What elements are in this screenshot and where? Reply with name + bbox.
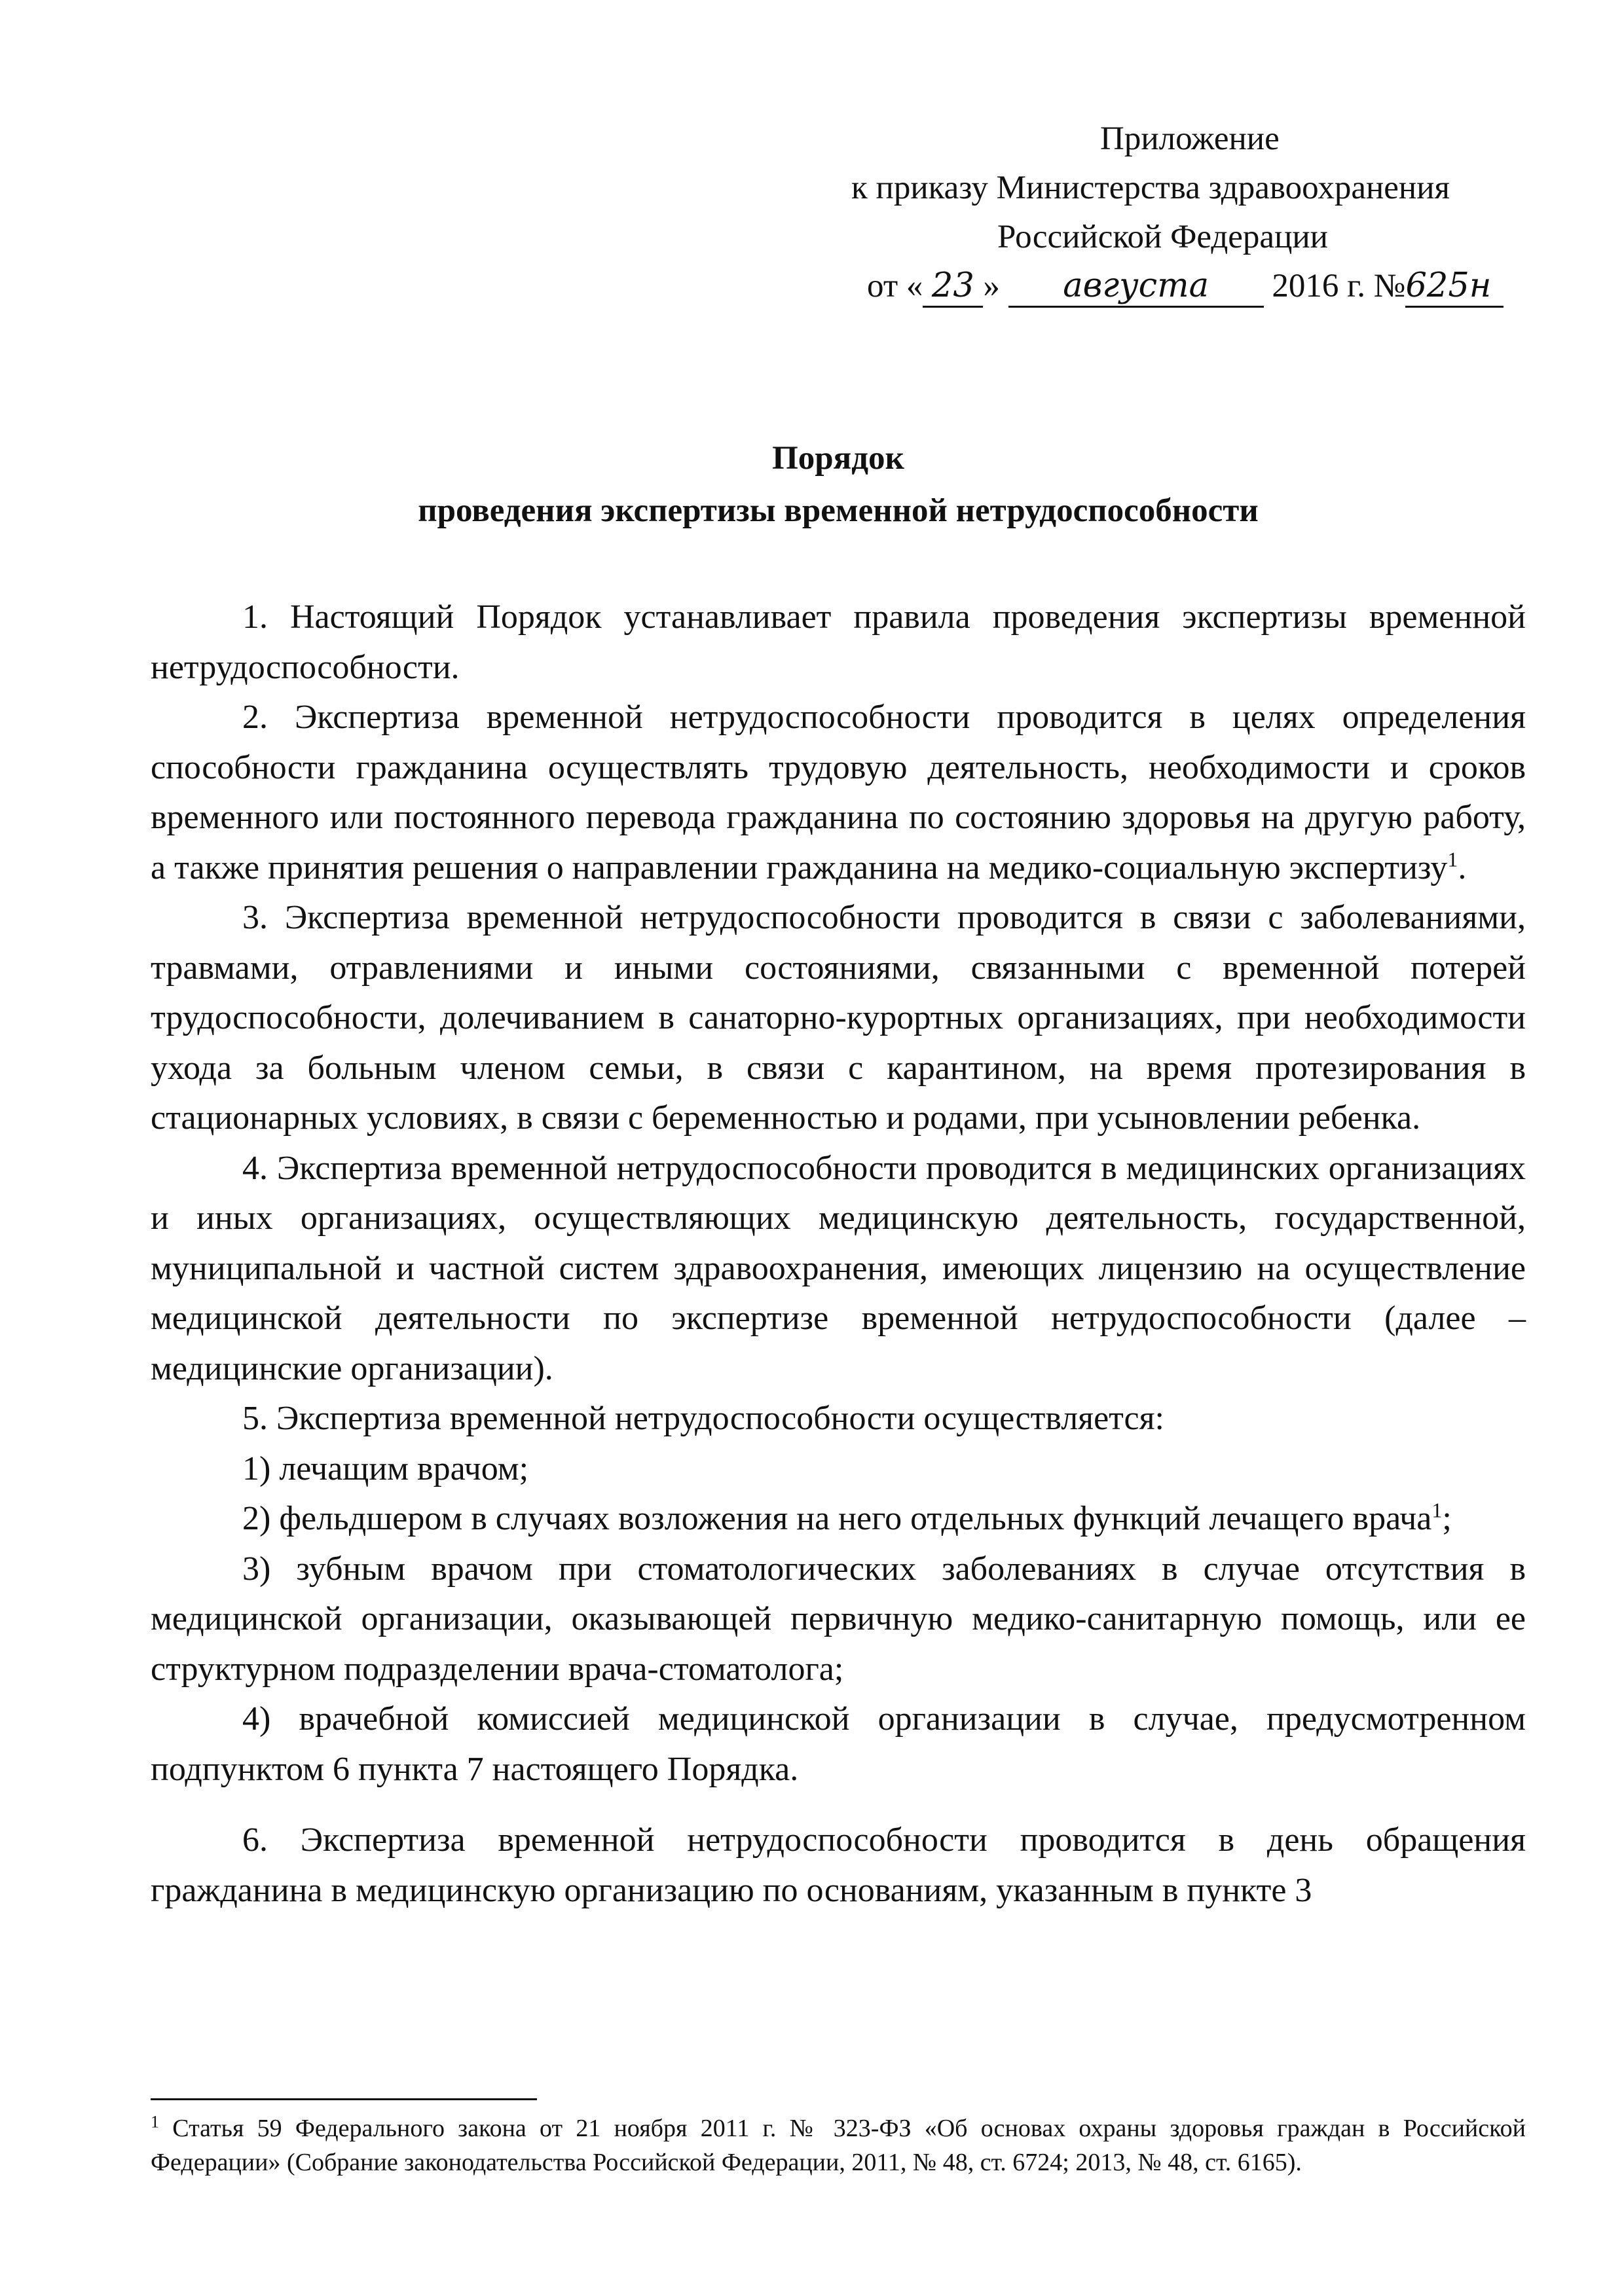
handwritten-month: августа [1008, 266, 1264, 308]
paragraph-6: 6. Экспертиза временной нетрудоспособности проводится в день обращения гражданина в медицинскую организацию по основаниям, указанным в пункте 3 [151, 1821, 1526, 1909]
paragraph-4: 4. Экспертиза временной нетрудоспособности проводится в медицинских организациях и иных организациях, осуществляющих медицинскую деятельность, государственной, муниципальной и частной систем здравоохранения, имеющих лицензию на осуществление медицинской деятельности по экспертизе временной нетрудоспособности (далее – медицинские организации). [151, 1149, 1526, 1387]
handwritten-order-number: 625н [1405, 266, 1504, 308]
paragraph-3: 3. Экспертиза временной нетрудоспособности проводится в связи с заболеваниями, травмами, отравлениями и иными состояниями, связанными с временной потерей трудоспособности, долечиванием в санаторно-курортных организациях, при необходимости ухода за больным членом семьи, в связи с карантином, на время протезирования в стационарных условиях, в связи с беременностью и родами, при усыновлении ребенка. [151, 899, 1526, 1137]
date-year: 2016 г. № [1272, 268, 1406, 304]
date-prefix: от « [867, 268, 923, 304]
date-mid: » [983, 268, 1000, 304]
footnote-marker: 1 [151, 2112, 159, 2132]
paragraph-2: 2. Экспертиза временной нетрудоспособности проводится в целях определения способности гражданина осуществлять трудовую деятельность, необходимости и сроков временного или постоянного перевода гражданина по состоянию здоровья на другую работу, а также принятия решения о направлении гражданина на медико-социальную экспертизу$^1$. [151, 699, 1526, 886]
document-title [151, 432, 1526, 537]
annex-header [851, 115, 1572, 311]
annex-date-line [851, 262, 1572, 311]
paragraph-1: 1. Настоящий Порядок устанавливает правила проведения экспертизы временной нетрудоспособности. [151, 598, 1526, 686]
list-item-4: 4) врачебной комиссией медицинской организации в случае, предусмотренном подпунктом 6 пункта 7 настоящего Порядка. [151, 1700, 1526, 1788]
title-line-2: проведения экспертизы временной нетрудоспособности [418, 492, 1259, 529]
list-item-1: 1) лечащим врачом; [242, 1449, 529, 1487]
annex-title: Приложение [1100, 120, 1280, 157]
document-body [151, 592, 1526, 1916]
footnote-ref: 1 [1431, 1498, 1443, 1522]
paragraph-5: 5. Экспертиза временной нетрудоспособности осуществляется: [242, 1400, 1164, 1437]
title-line-1: Порядок [772, 440, 904, 477]
handwritten-day: 23 [923, 266, 983, 308]
footnote-divider [151, 2098, 537, 2100]
footnote-ref: 1 [1447, 847, 1458, 871]
list-item-2: 2) фельдшером в случаях возложения на него отдельных функций лечащего врача$^1$; [242, 1498, 1452, 1537]
annex-federation: Российской Федерации [997, 219, 1328, 255]
footnote-text: Статья 59 Федерального закона от 21 ноября 2011 г. № 323-ФЗ «Об основах охраны здоровья граждан в Российской Федерации» (Собрание законодательства Российской Федерации, 2011, № 48, ст. 6724; 2013, № 48, ст. 6165). [151, 2115, 1526, 2176]
footnote [151, 2111, 1526, 2179]
list-item-3: 3) зубным врачом при стоматологических заболеваниях в случае отсутствия в медицинской организации, оказывающей первичную медико-санитарную помощь, или ее структурном подразделении врача-стоматолога; [151, 1550, 1526, 1688]
annex-order-ref: к приказу Министерства здравоохранения [851, 170, 1450, 206]
